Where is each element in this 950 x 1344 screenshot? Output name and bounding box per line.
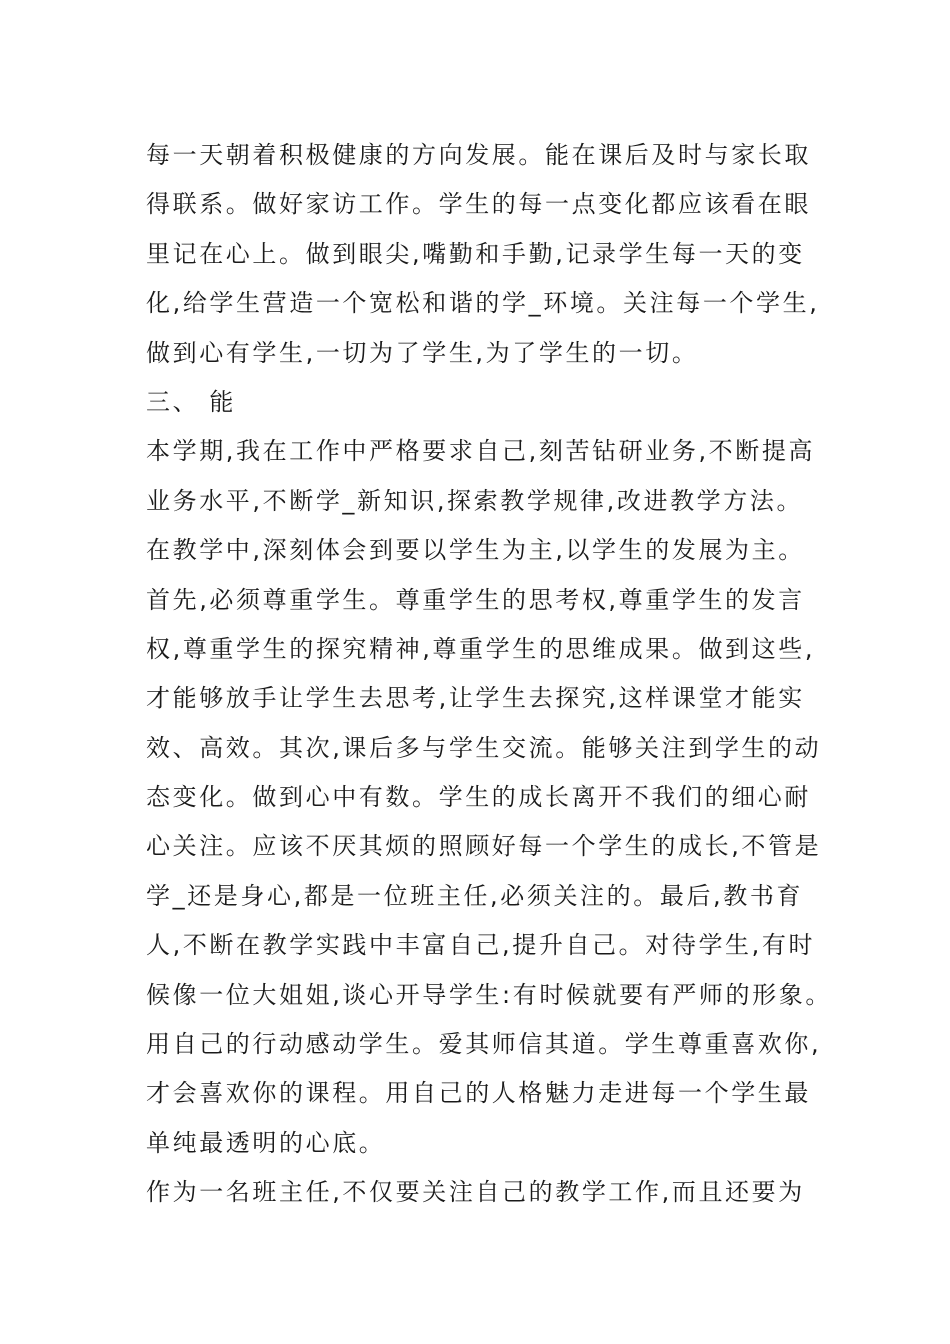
text-line: 作为一名班主任,不仅要关注自己的教学工作,而且还要为 <box>146 1178 805 1207</box>
text-line: 得联系。做好家访工作。学生的每一点变化都应该看在眼 <box>146 190 811 219</box>
text-line: 在教学中,深刻体会到要以学生为主,以学生的发展为主。 <box>146 536 805 565</box>
document-body <box>146 131 846 1218</box>
text-line: 权,尊重学生的探究精神,尊重学生的思维成果。做到这些, <box>146 634 816 663</box>
text-line: 化,给学生营造一个宽松和谐的学_环境。关注每一个学生, <box>146 289 820 318</box>
text-line: 每一天朝着积极健康的方向发展。能在课后及时与家长取 <box>146 141 811 169</box>
text-line: 业务水平,不断学_新知识,探索教学规律,改进教学方法。 <box>146 486 804 515</box>
text-line: 本学期,我在工作中严格要求自己,刻苦钻研业务,不断提高 <box>146 437 816 466</box>
text-line: 用自己的行动感动学生。爱其师信其道。学生尊重喜欢你, <box>146 1030 822 1059</box>
text-line: 心关注。应该不厌其烦的照顾好每一个学生的成长,不管是 <box>146 832 822 861</box>
text-line: 做到心有学生,一切为了学生,为了学生的一切。 <box>146 338 699 367</box>
text-line: 学_还是身心,都是一位班主任,必须关注的。最后,教书育 <box>146 881 804 910</box>
text-line: 人,不断在教学实践中丰富自己,提升自己。对待学生,有时 <box>146 931 816 960</box>
text-line: 候像一位大姐姐,谈心开导学生:有时候就要有严师的形象。 <box>146 980 832 1009</box>
text-line: 里记在心上。做到眼尖,嘴勤和手勤,记录学生每一天的变 <box>146 239 805 268</box>
text-line: 效、高效。其次,课后多与学生交流。能够关注到学生的动 <box>146 733 822 762</box>
text-line: 首先,必须尊重学生。尊重学生的思考权,尊重学生的发言 <box>146 585 805 614</box>
text-line: 才会喜欢你的课程。用自己的人格魅力走进每一个学生最 <box>146 1079 811 1108</box>
text-line: 单纯最透明的心底。 <box>146 1128 386 1157</box>
text-line: 才能够放手让学生去思考,让学生去探究,这样课堂才能实 <box>146 684 805 713</box>
text-line: 态变化。做到心中有数。学生的成长离开不我们的细心耐 <box>146 783 811 812</box>
section-heading: 三、 能 <box>146 387 237 416</box>
